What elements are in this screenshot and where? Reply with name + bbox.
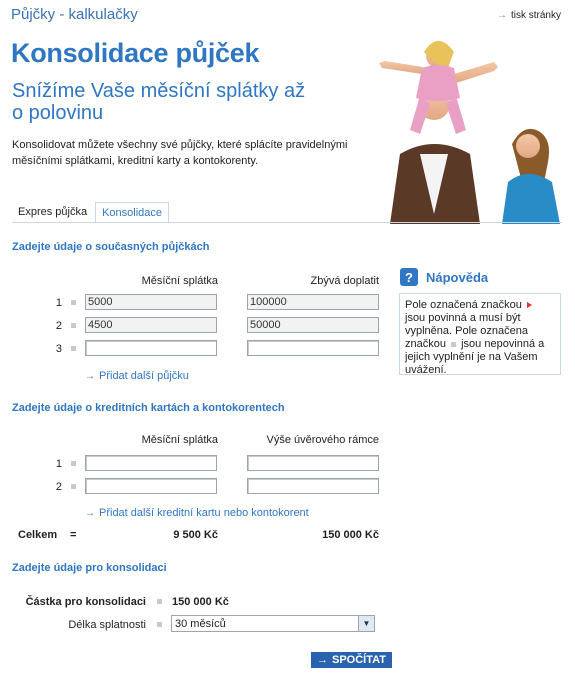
card-row-number: 1 xyxy=(55,458,62,470)
card-limit-input[interactable] xyxy=(247,455,379,471)
arrow-right-icon: → xyxy=(317,654,328,666)
total-payment: 9 500 Kč xyxy=(173,529,218,541)
help-text-optional-end: jsou nepovinná a jejich vyplnění je na Vašem uvážení. xyxy=(405,338,545,376)
help-text-required-end: jsou povinná a musí být vyplněna. xyxy=(405,312,521,337)
optional-marker-icon xyxy=(451,342,456,347)
loans-col-remaining: Zbývá doplatit xyxy=(310,275,379,287)
intro-text: Konsolidovat můžete všechny své půjčky, které splácíte pravidelnými měsíčními splátkami, kreditní karty a kontokorenty. xyxy=(12,139,348,167)
loan-remaining-input[interactable] xyxy=(247,340,379,356)
consolidation-heading: Zadejte údaje pro konsolidaci xyxy=(12,562,167,574)
loan-row-number: 3 xyxy=(55,343,62,355)
arrow-right-icon: → xyxy=(85,370,95,382)
add-card-label: Přidat další kreditní kartu nebo kontokorent xyxy=(99,507,309,519)
question-icon: ? xyxy=(400,268,418,286)
help-title: Nápověda xyxy=(426,269,489,285)
chevron-down-icon[interactable]: ▼ xyxy=(358,616,374,631)
term-select-value: 30 měsíců xyxy=(175,617,226,630)
optional-marker-icon xyxy=(71,300,76,305)
arrow-right-icon: → xyxy=(85,507,95,519)
loan-payment-input[interactable] xyxy=(85,317,217,333)
consolidation-amount-value: 150 000 Kč xyxy=(172,596,229,608)
page-title: Konsolidace půjček xyxy=(11,38,260,68)
print-link-label: tisk stránky xyxy=(510,10,561,21)
loan-row-number: 1 xyxy=(55,297,62,309)
optional-marker-icon xyxy=(71,484,76,489)
help-text-required: Pole označená značkou xyxy=(405,299,522,311)
total-equals: = xyxy=(70,529,77,541)
optional-marker-icon xyxy=(71,323,76,328)
card-limit-input[interactable] xyxy=(247,478,379,494)
card-payment-input[interactable] xyxy=(85,478,217,494)
help-header xyxy=(400,268,488,286)
add-card-link[interactable] xyxy=(85,507,309,519)
add-loan-link[interactable] xyxy=(85,370,189,382)
help-box xyxy=(399,293,561,375)
page-subtitle: Snížíme Vaše měsíční splátky až o polovinu xyxy=(12,80,306,124)
hero-family-image xyxy=(362,34,567,224)
tab-expres-pujcka[interactable]: Expres půjčka xyxy=(12,202,93,223)
help-text-optional: Pole označena značkou xyxy=(405,325,528,350)
print-link[interactable] xyxy=(497,10,561,21)
total-label: Celkem xyxy=(18,529,58,541)
cards-col-payment: Měsíční splátka xyxy=(141,434,218,446)
optional-marker-icon xyxy=(157,622,162,627)
loan-remaining-input[interactable] xyxy=(247,317,379,333)
loan-payment-input[interactable] xyxy=(85,294,217,310)
tab-konsolidace[interactable]: Konsolidace xyxy=(95,202,169,223)
required-marker-icon xyxy=(527,302,532,308)
loans-col-payment: Měsíční splátka xyxy=(141,275,218,287)
calculate-button-label: SPOČÍTAT xyxy=(332,654,386,666)
breadcrumb[interactable]: Půjčky - kalkulačky xyxy=(11,6,138,23)
optional-marker-icon xyxy=(71,461,76,466)
card-row-number: 2 xyxy=(55,481,62,493)
tab-divider xyxy=(12,222,562,223)
card-payment-input[interactable] xyxy=(85,455,217,471)
tab-bar xyxy=(12,202,169,223)
optional-marker-icon xyxy=(157,599,162,604)
loan-row-number: 2 xyxy=(55,320,62,332)
optional-marker-icon xyxy=(71,346,76,351)
calculate-button[interactable] xyxy=(311,652,392,668)
loans-heading: Zadejte údaje o současných půjčkách xyxy=(12,241,210,253)
term-select[interactable] xyxy=(171,615,375,632)
total-remaining: 150 000 Kč xyxy=(322,529,379,541)
consolidation-amount-label: Částka pro konsolidaci xyxy=(25,596,146,608)
loan-remaining-input[interactable] xyxy=(247,294,379,310)
cards-heading: Zadejte údaje o kreditních kartách a kontokorentech xyxy=(12,402,285,414)
loan-payment-input[interactable] xyxy=(85,340,217,356)
arrow-right-icon: → xyxy=(496,10,507,21)
term-label: Délka splatnosti xyxy=(68,619,146,631)
add-loan-label: Přidat další půjčku xyxy=(99,370,189,382)
cards-col-limit: Výše úvěrového rámce xyxy=(266,434,379,446)
